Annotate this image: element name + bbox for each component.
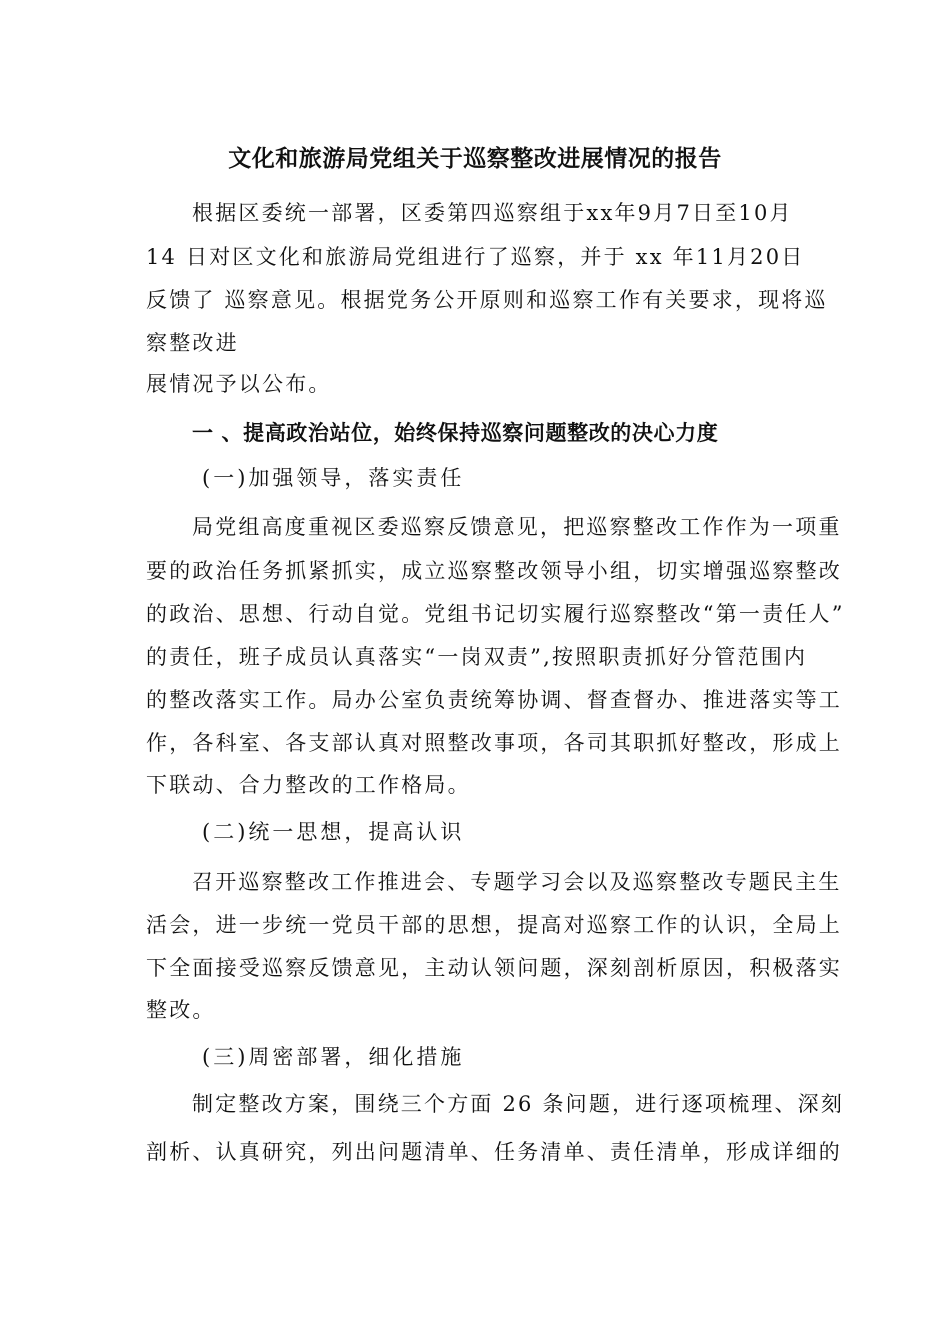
paragraph-line: 的政治、思想、行动自觉。党组书记切实履行巡察整改“第一责任人” xyxy=(146,602,845,626)
paragraph-line: 的整改落实工作。局办公室负责统筹协调、督查督办、推进落实等工 xyxy=(146,688,842,712)
paragraph-line: 制定整改方案，围绕三个方面 26 条问题，进行逐项梳理、深刻 xyxy=(192,1092,845,1116)
paragraph-line: 的责任，班子成员认真落实“一岗双责”,按照职责抓好分管范围内 xyxy=(146,645,808,669)
paragraph-line: 作，各科室、各支部认真对照整改事项，各司其职抓好整改，形成上 xyxy=(146,731,842,755)
paragraph-line: 下联动、合力整改的工作格局。 xyxy=(146,773,471,797)
paragraph-line: 局党组高度重视区委巡察反馈意见，把巡察整改工作作为一项重 xyxy=(192,515,842,539)
subsection-heading: (三)周密部署，细化措施 xyxy=(202,1045,465,1069)
paragraph-line: 活会，进一步统一党员干部的思想，提高对巡察工作的认识，全局上 xyxy=(146,913,842,937)
document-title: 文化和旅游局党组关于巡察整改进展情况的报告 xyxy=(228,146,722,172)
intro-line: 14 日对区文化和旅游局党组进行了巡察，并于 xx 年11月20日 xyxy=(146,245,805,269)
intro-line: 察整改进 xyxy=(146,331,239,355)
intro-line: 展情况予以公布。 xyxy=(146,372,332,396)
intro-line: 反馈了 巡察意见。根据党务公开原则和巡察工作有关要求，现将巡 xyxy=(146,288,828,312)
paragraph-line: 剖析、认真研究，列出问题清单、任务清单、责任清单，形成详细的 xyxy=(146,1140,842,1164)
paragraph-line: 下全面接受巡察反馈意见，主动认领问题，深刻剖析原因，积极落实 xyxy=(146,956,842,980)
paragraph-line: 整改。 xyxy=(146,998,216,1022)
paragraph-line: 召开巡察整改工作推进会、专题学习会以及巡察整改专题民主生 xyxy=(192,870,842,894)
subsection-heading: (一)加强领导，落实责任 xyxy=(202,466,465,490)
paragraph-line: 要的政治任务抓紧抓实，成立巡察整改领导小组，切实增强巡察整改 xyxy=(146,559,842,583)
section-heading: 一 、提高政治站位，始终保持巡察问题整改的决心力度 xyxy=(192,421,719,445)
intro-line: 根据区委统一部署，区委第四巡察组于xx年9月7日至10月 xyxy=(192,201,793,225)
subsection-heading: (二)统一思想，提高认识 xyxy=(202,820,465,844)
